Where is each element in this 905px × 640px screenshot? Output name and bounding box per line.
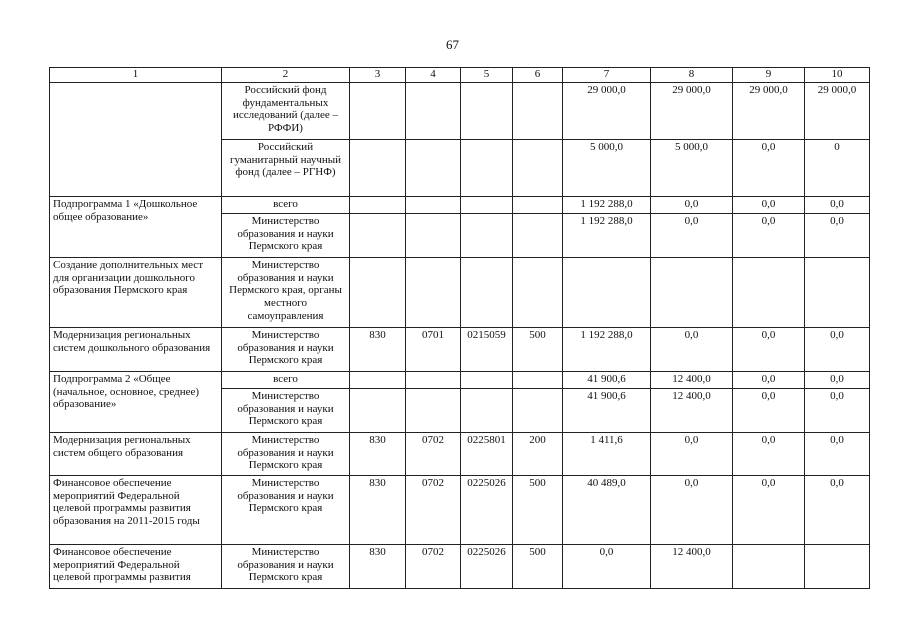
responsible-executor-cell: Министерство образования и науки Пермского края, органы местного самоуправления [222, 258, 350, 328]
program-name-cell: Модернизация региональных систем дошкольного образования [50, 328, 222, 372]
column-header: 6 [513, 68, 563, 83]
cell-col5 [461, 389, 513, 433]
cell-col6: 500 [513, 545, 563, 589]
column-header: 3 [350, 68, 406, 83]
cell-col9: 0,0 [733, 197, 805, 214]
cell-col6 [513, 83, 563, 140]
program-name-cell: Создание дополнительных мест для организации дошкольного образования Пермского края [50, 258, 222, 328]
cell-col4 [406, 214, 461, 258]
cell-col9: 0,0 [733, 372, 805, 389]
responsible-executor-cell: всего [222, 197, 350, 214]
cell-col3 [350, 140, 406, 197]
table-row [50, 197, 870, 214]
cell-col4 [406, 389, 461, 433]
cell-col8: 12 400,0 [651, 389, 733, 433]
cell-col8: 0,0 [651, 433, 733, 476]
column-header: 9 [733, 68, 805, 83]
cell-col9: 0,0 [733, 328, 805, 372]
cell-col7: 41 900,6 [563, 389, 651, 433]
cell-col9: 0,0 [733, 433, 805, 476]
cell-col8: 0,0 [651, 214, 733, 258]
cell-col10: 0,0 [805, 372, 870, 389]
responsible-executor-cell: Российский гуманитарный научный фонд (далее – РГНФ) [222, 140, 350, 197]
cell-col3 [350, 214, 406, 258]
table-row [50, 258, 870, 328]
cell-col7: 1 192 288,0 [563, 214, 651, 258]
column-header: 8 [651, 68, 733, 83]
cell-col8: 0,0 [651, 328, 733, 372]
cell-col5: 0225026 [461, 476, 513, 545]
table-row [50, 372, 870, 389]
cell-col8: 5 000,0 [651, 140, 733, 197]
cell-col8: 12 400,0 [651, 545, 733, 589]
cell-col5: 0225026 [461, 545, 513, 589]
cell-col5 [461, 258, 513, 328]
program-name-cell [50, 83, 222, 197]
cell-col4: 0702 [406, 545, 461, 589]
cell-col7: 41 900,6 [563, 372, 651, 389]
cell-col4: 0701 [406, 328, 461, 372]
cell-col9: 0,0 [733, 214, 805, 258]
cell-col10 [805, 545, 870, 589]
table-row [50, 433, 870, 476]
cell-col4 [406, 372, 461, 389]
cell-col7: 29 000,0 [563, 83, 651, 140]
cell-col7: 5 000,0 [563, 140, 651, 197]
cell-col5 [461, 197, 513, 214]
cell-col10: 0,0 [805, 389, 870, 433]
cell-col8: 0,0 [651, 197, 733, 214]
cell-col8 [651, 258, 733, 328]
column-header: 10 [805, 68, 870, 83]
program-name-cell: Подпрограмма 2 «Общее (начальное, основное, среднее) образование» [50, 372, 222, 433]
cell-col4 [406, 140, 461, 197]
cell-col5 [461, 372, 513, 389]
responsible-executor-cell: Министерство образования и науки Пермского края [222, 433, 350, 476]
column-header: 4 [406, 68, 461, 83]
column-header: 7 [563, 68, 651, 83]
cell-col10: 0,0 [805, 433, 870, 476]
cell-col7: 40 489,0 [563, 476, 651, 545]
cell-col6: 200 [513, 433, 563, 476]
table-row [50, 83, 870, 140]
column-header: 2 [222, 68, 350, 83]
cell-col5 [461, 140, 513, 197]
cell-col5: 0225801 [461, 433, 513, 476]
cell-col7: 1 192 288,0 [563, 328, 651, 372]
cell-col3 [350, 372, 406, 389]
cell-col3: 830 [350, 328, 406, 372]
cell-col3 [350, 258, 406, 328]
cell-col6 [513, 214, 563, 258]
cell-col9: 29 000,0 [733, 83, 805, 140]
cell-col4 [406, 258, 461, 328]
cell-col4 [406, 197, 461, 214]
program-name-cell: Финансовое обеспечение мероприятий Федеральной целевой программы развития образования на 2011-2015 годы [50, 476, 222, 545]
cell-col5 [461, 83, 513, 140]
cell-col7: 1 411,6 [563, 433, 651, 476]
table-row [50, 545, 870, 589]
column-header: 5 [461, 68, 513, 83]
cell-col7: 1 192 288,0 [563, 197, 651, 214]
cell-col8: 29 000,0 [651, 83, 733, 140]
cell-col8: 12 400,0 [651, 372, 733, 389]
program-name-cell: Финансовое обеспечение мероприятий Федеральной целевой программы развития [50, 545, 222, 589]
page-number: 67 [446, 37, 459, 52]
responsible-executor-cell: Министерство образования и науки Пермского края [222, 545, 350, 589]
responsible-executor-cell: Российский фонд фундаментальных исследований (далее – РФФИ) [222, 83, 350, 140]
cell-col3: 830 [350, 545, 406, 589]
responsible-executor-cell: Министерство образования и науки Пермского края [222, 328, 350, 372]
budget-table [49, 67, 870, 589]
cell-col6 [513, 258, 563, 328]
cell-col6 [513, 389, 563, 433]
cell-col4: 0702 [406, 433, 461, 476]
cell-col3: 830 [350, 433, 406, 476]
cell-col6 [513, 197, 563, 214]
cell-col7: 0,0 [563, 545, 651, 589]
cell-col6: 500 [513, 476, 563, 545]
table-row [50, 476, 870, 545]
cell-col3 [350, 197, 406, 214]
responsible-executor-cell: Министерство образования и науки Пермского края [222, 476, 350, 545]
program-name-cell: Подпрограмма 1 «Дошкольное общее образование» [50, 197, 222, 258]
cell-col9: 0,0 [733, 476, 805, 545]
cell-col5 [461, 214, 513, 258]
cell-col3 [350, 389, 406, 433]
cell-col10: 0 [805, 140, 870, 197]
column-header: 1 [50, 68, 222, 83]
cell-col10: 0,0 [805, 476, 870, 545]
column-number-row [50, 68, 870, 83]
cell-col9: 0,0 [733, 389, 805, 433]
cell-col10: 0,0 [805, 328, 870, 372]
cell-col10: 0,0 [805, 214, 870, 258]
cell-col5: 0215059 [461, 328, 513, 372]
cell-col3: 830 [350, 476, 406, 545]
cell-col9: 0,0 [733, 140, 805, 197]
cell-col6 [513, 140, 563, 197]
cell-col9 [733, 258, 805, 328]
cell-col10 [805, 258, 870, 328]
cell-col10: 29 000,0 [805, 83, 870, 140]
cell-col3 [350, 83, 406, 140]
cell-col6: 500 [513, 328, 563, 372]
responsible-executor-cell: всего [222, 372, 350, 389]
cell-col6 [513, 372, 563, 389]
cell-col8: 0,0 [651, 476, 733, 545]
cell-col4 [406, 83, 461, 140]
cell-col9 [733, 545, 805, 589]
cell-col4: 0702 [406, 476, 461, 545]
responsible-executor-cell: Министерство образования и науки Пермского края [222, 389, 350, 433]
table-row [50, 328, 870, 372]
cell-col7 [563, 258, 651, 328]
responsible-executor-cell: Министерство образования и науки Пермского края [222, 214, 350, 258]
cell-col10: 0,0 [805, 197, 870, 214]
program-name-cell: Модернизация региональных систем общего образования [50, 433, 222, 476]
